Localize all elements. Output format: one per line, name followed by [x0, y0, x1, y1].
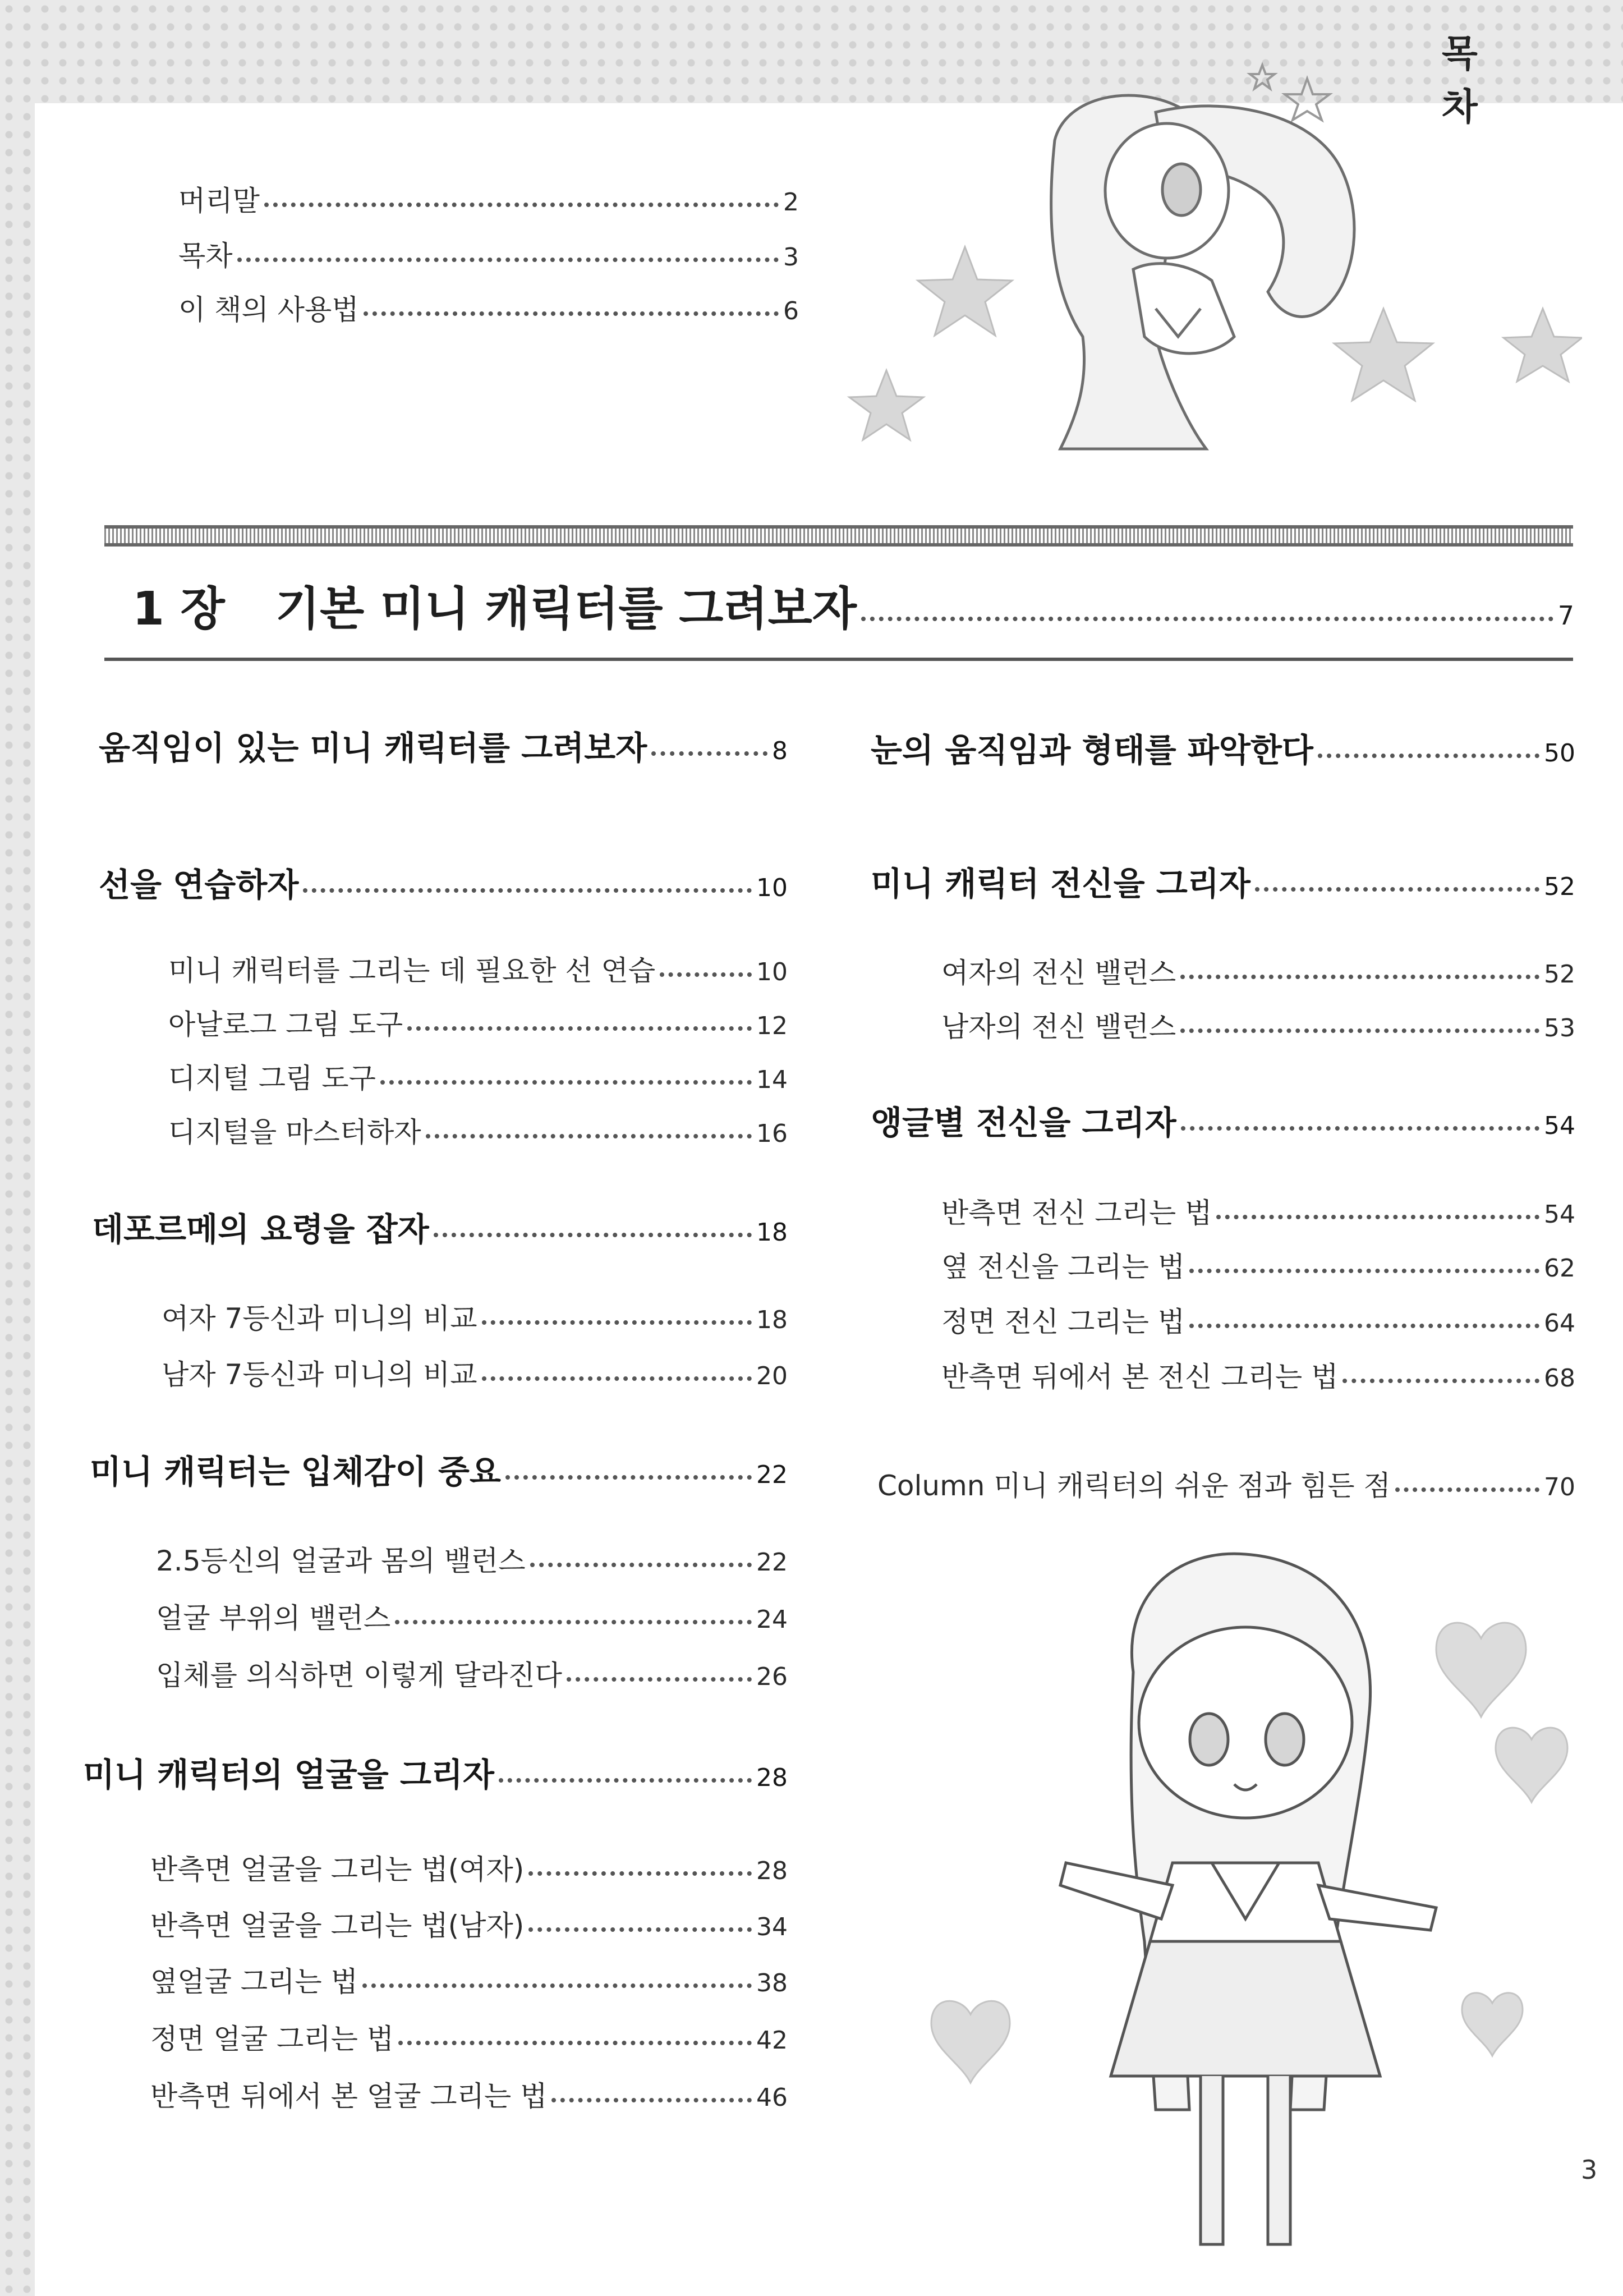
- toc-item-label: 정면 얼굴 그리는 법: [150, 2023, 394, 2055]
- toc-entry-label: 이 책의 사용법: [178, 293, 359, 326]
- chapter-rule-bottom: [104, 658, 1573, 661]
- toc-section[interactable]: [83, 1748, 788, 1796]
- toc-item[interactable]: [941, 1004, 1575, 1045]
- toc-item-label: 옆얼굴 그리는 법: [150, 1966, 358, 1998]
- leader-dots: [651, 751, 767, 756]
- toc-item-page: 16: [756, 1119, 788, 1148]
- star-icon: [918, 247, 1012, 336]
- page-title: 목 차: [1442, 32, 1511, 128]
- toc-item-page: 10: [756, 958, 788, 986]
- toc-item[interactable]: [156, 1596, 788, 1636]
- toc-item[interactable]: [168, 1002, 788, 1043]
- toc-item-page: 42: [756, 2026, 788, 2055]
- toc-item-label: 남자의 전신 밸런스: [941, 1011, 1176, 1043]
- toc-item-label: 옆 전신을 그리는 법: [941, 1251, 1185, 1283]
- toc-section-page: 10: [756, 874, 788, 902]
- toc-item-label: 입체를 의식하면 이렇게 달라진다: [156, 1659, 562, 1692]
- leader-dots: [1180, 1028, 1539, 1033]
- toc-section[interactable]: [871, 724, 1575, 771]
- toc-section-title: 선을 연습하자: [99, 866, 299, 904]
- toc-section-page: 54: [1544, 1112, 1575, 1140]
- toc-entry-preface[interactable]: [178, 178, 799, 219]
- toc-item-page: 34: [756, 1913, 788, 1941]
- toc-item-label: 반측면 얼굴을 그리는 법(여자): [150, 1853, 525, 1886]
- toc-item-page: 46: [756, 2083, 788, 2112]
- toc-item[interactable]: [162, 1352, 788, 1393]
- toc-item-label: 남자 7등신과 미니의 비교: [162, 1358, 477, 1391]
- toc-section-page: 28: [756, 1764, 788, 1792]
- toc-item-label: 정면 전신 그리는 법: [941, 1306, 1185, 1338]
- toc-item-page: 70: [1544, 1473, 1575, 1501]
- leader-dots: [1189, 1269, 1539, 1273]
- leader-dots: [237, 258, 779, 262]
- toc-section-page: 18: [756, 1218, 788, 1247]
- toc-item-label: 아날로그 그림 도구: [168, 1008, 403, 1041]
- toc-item-page: 53: [1544, 1014, 1575, 1043]
- leader-dots: [861, 617, 1553, 621]
- leader-dots: [407, 1026, 752, 1031]
- leader-dots: [660, 972, 752, 977]
- leader-dots: [499, 1778, 752, 1783]
- star-icon: [1504, 309, 1582, 382]
- toc-item[interactable]: [941, 950, 1575, 991]
- toc-item-page: 38: [756, 1969, 788, 1997]
- toc-section-title: 미니 캐릭터 전신을 그리자: [871, 865, 1250, 903]
- toc-item-page: 18: [756, 1306, 788, 1334]
- girl-figure-top: [1051, 95, 1354, 449]
- toc-item-page: 24: [756, 1605, 788, 1634]
- toc-item-page: 26: [756, 1663, 788, 1691]
- toc-entry-how-to-use[interactable]: [178, 287, 799, 328]
- leader-dots: [264, 203, 779, 207]
- toc-section-title: 눈의 움직임과 형태를 파악한다: [871, 731, 1313, 769]
- toc-item[interactable]: [150, 1959, 788, 2000]
- leader-dots: [1180, 975, 1539, 979]
- heart-icon: [1436, 1623, 1526, 1717]
- leader-dots: [395, 1620, 752, 1624]
- toc-section[interactable]: [90, 1445, 788, 1493]
- toc-section-page: 50: [1544, 739, 1575, 768]
- toc-item[interactable]: [162, 1296, 788, 1337]
- leader-dots: [1318, 754, 1539, 758]
- leader-dots: [362, 1983, 752, 1988]
- toc-item-label: 반측면 뒤에서 본 얼굴 그리는 법: [150, 2080, 548, 2113]
- toc-item-label: 여자의 전신 밸런스: [941, 957, 1176, 989]
- toc-item[interactable]: [150, 2074, 788, 2114]
- leader-dots: [434, 1233, 752, 1237]
- toc-section[interactable]: [99, 858, 788, 906]
- toc-item[interactable]: [168, 1056, 788, 1096]
- toc-section-title: 앵글별 전신을 그리자: [871, 1104, 1176, 1142]
- toc-section-page: 22: [756, 1461, 788, 1489]
- toc-section-page: 8: [772, 737, 788, 765]
- toc-section[interactable]: [871, 857, 1575, 904]
- leader-dots: [530, 1563, 752, 1567]
- toc-item-label: 반측면 전신 그리는 법: [941, 1197, 1212, 1229]
- leader-dots: [482, 1376, 752, 1381]
- toc-item-label: 디지털을 마스터하자: [168, 1116, 421, 1149]
- toc-item-label: Column 미니 캐릭터의 쉬운 점과 힘든 점: [877, 1470, 1391, 1502]
- toc-section-title: 데포르메의 요령을 잡자: [92, 1210, 429, 1248]
- toc-section-title: 움직임이 있는 미니 캐릭터를 그려보자: [99, 729, 647, 767]
- toc-item[interactable]: [941, 1299, 1575, 1340]
- toc-item-page: 28: [756, 1857, 788, 1885]
- toc-item[interactable]: [156, 1539, 788, 1579]
- toc-item[interactable]: [941, 1191, 1575, 1231]
- toc-item-page: 22: [756, 1548, 788, 1577]
- toc-section-page: 52: [1544, 873, 1575, 901]
- toc-item-page: 62: [1544, 1254, 1575, 1283]
- leader-dots: [1216, 1215, 1539, 1219]
- leader-dots: [1181, 1126, 1539, 1131]
- leader-dots: [567, 1677, 752, 1682]
- toc-entry-page: 6: [783, 297, 799, 325]
- toc-section-title: 미니 캐릭터는 입체감이 중요: [90, 1453, 501, 1491]
- leader-dots: [364, 311, 779, 316]
- leader-dots: [551, 2098, 752, 2102]
- star-icon: [1334, 309, 1433, 401]
- toc-item-label: 여자 7등신과 미니의 비교: [162, 1302, 477, 1335]
- leader-dots: [528, 1871, 752, 1876]
- star-icon: [1250, 65, 1275, 89]
- toc-section[interactable]: [99, 722, 788, 769]
- toc-item-label: 디지털 그림 도구: [168, 1062, 376, 1095]
- toc-item-page: 14: [756, 1066, 788, 1094]
- leader-dots: [1255, 887, 1539, 892]
- toc-section[interactable]: [871, 1096, 1575, 1144]
- toc-item[interactable]: [168, 948, 788, 989]
- heart-icon: [1496, 1728, 1567, 1802]
- toc-item-page: 68: [1544, 1364, 1575, 1393]
- toc-item-page: 12: [756, 1012, 788, 1040]
- leader-dots: [1395, 1487, 1539, 1492]
- toc-item[interactable]: [150, 1847, 788, 1888]
- toc-item-label: 반측면 얼굴을 그리는 법(남자): [150, 1909, 525, 1942]
- girl-figure-bottom: [1060, 1554, 1436, 2244]
- leader-dots: [1342, 1379, 1539, 1383]
- heart-icon: [931, 2001, 1010, 2083]
- heart-icon: [1462, 1993, 1523, 2056]
- leader-dots: [380, 1080, 752, 1085]
- leader-dots: [426, 1134, 752, 1138]
- chapter-number: 1 장: [132, 582, 225, 636]
- toc-item[interactable]: [150, 2017, 788, 2057]
- leader-dots: [398, 2041, 752, 2045]
- leader-dots: [1189, 1324, 1539, 1328]
- leader-dots: [505, 1475, 752, 1480]
- girl-with-stars-illustration: [819, 45, 1582, 483]
- toc-section-title: 미니 캐릭터의 얼굴을 그리자: [83, 1756, 494, 1794]
- toc-entry-page: 2: [783, 188, 799, 217]
- toc-item-label: 반측면 뒤에서 본 전신 그리는 법: [941, 1361, 1339, 1393]
- star-icon: [1285, 79, 1330, 120]
- chapter-page: 7: [1557, 600, 1574, 631]
- toc-item[interactable]: [150, 1903, 788, 1944]
- page-number: 3: [1581, 2155, 1598, 2185]
- toc-item-label: 미니 캐릭터를 그리는 데 필요한 선 연습: [168, 954, 656, 987]
- leader-dots: [303, 888, 752, 893]
- toc-item-label: 얼굴 부위의 밸런스: [156, 1602, 391, 1634]
- toc-item-page: 20: [756, 1362, 788, 1390]
- toc-item[interactable]: [156, 1653, 788, 1693]
- toc-section[interactable]: [92, 1203, 788, 1250]
- toc-item[interactable]: [941, 1354, 1575, 1395]
- star-icon: [849, 370, 923, 440]
- toc-item-page: 64: [1544, 1309, 1575, 1338]
- leader-dots: [528, 1927, 752, 1932]
- toc-entry-contents[interactable]: [178, 233, 799, 274]
- toc-entry-label: 머리말: [178, 185, 260, 217]
- toc-item-label: 2.5등신의 얼굴과 몸의 밸런스: [156, 1545, 526, 1577]
- chapter-rule-top: [104, 525, 1573, 547]
- chapter-heading[interactable]: [132, 572, 1574, 638]
- toc-item-page: 52: [1544, 960, 1575, 989]
- toc-entry-label: 목차: [178, 240, 233, 272]
- toc-item-page: 54: [1544, 1200, 1575, 1229]
- toc-entry-page: 3: [783, 243, 799, 272]
- sailor-girl-illustration: [898, 1549, 1604, 2278]
- toc-column-entry[interactable]: [877, 1463, 1575, 1504]
- toc-item[interactable]: [941, 1245, 1575, 1285]
- toc-item[interactable]: [168, 1110, 788, 1150]
- chapter-title: 기본 미니 캐릭터를 그려보자: [275, 582, 857, 636]
- leader-dots: [482, 1320, 752, 1325]
